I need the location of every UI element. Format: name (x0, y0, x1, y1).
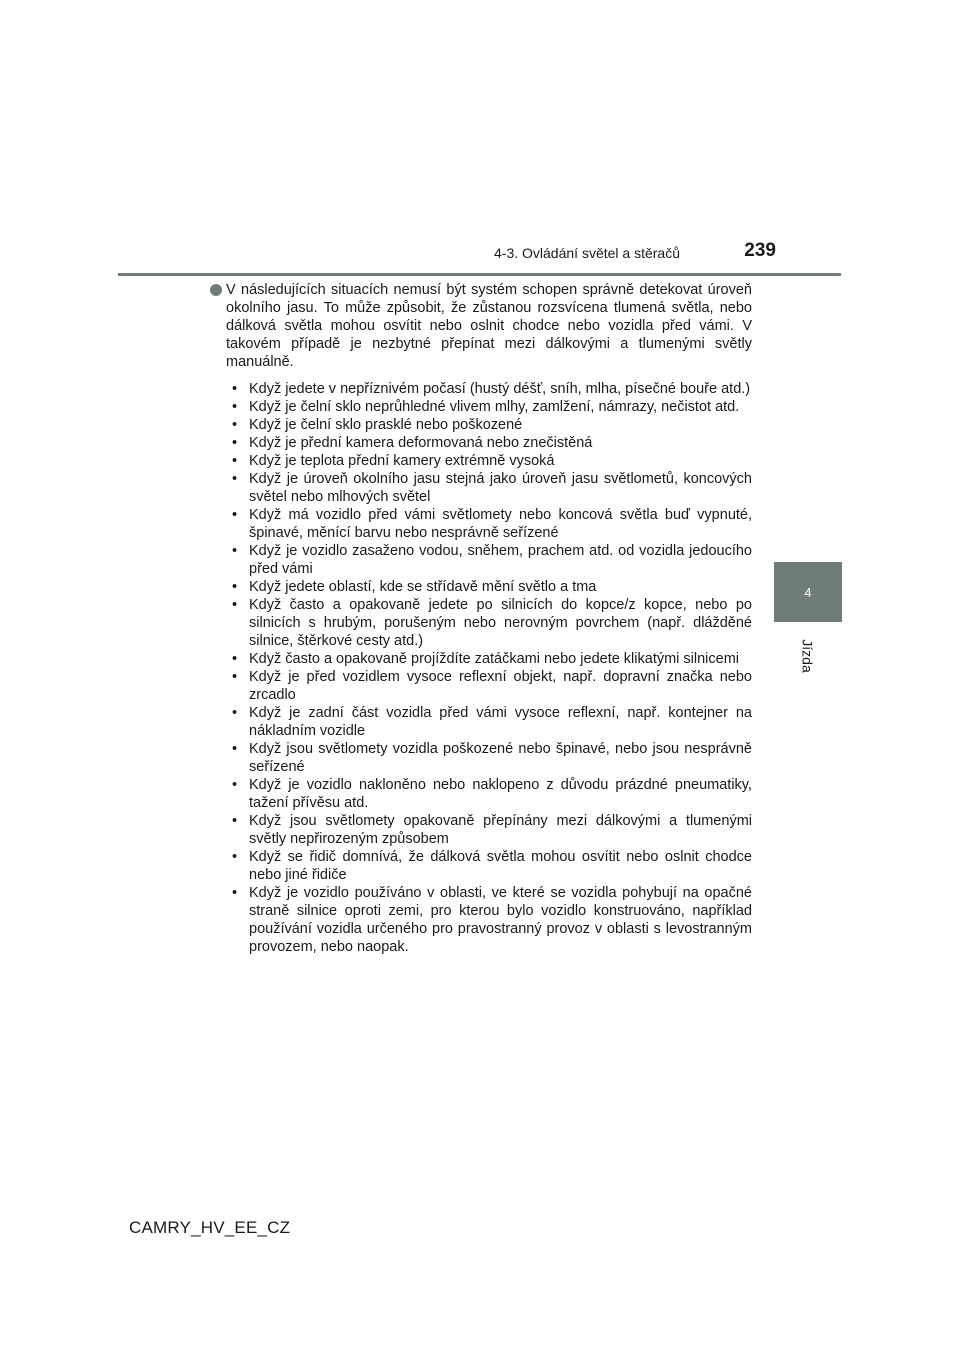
list-bullet-icon: • (232, 507, 238, 523)
list-item (226, 776, 752, 812)
list-item-text: Když jedete v nepříznivém počasí (hustý déšť, sníh, mlha, písečné bouře atd.) (249, 381, 751, 397)
list-bullet-icon: • (232, 543, 238, 559)
list-item-text: Když je vozidlo zasaženo vodou, sněhem, prachem atd. od vozidla jedoucího před vámi (249, 543, 752, 577)
bullet-circle-icon (210, 284, 222, 296)
list-bullet-icon: • (232, 381, 238, 397)
list-bullet-icon: • (232, 399, 238, 415)
list-item (226, 506, 752, 542)
list-bullet-icon: • (232, 777, 238, 793)
list-bullet-icon: • (232, 885, 238, 901)
list-item-text: Když má vozidlo před vámi světlomety nebo koncová světla buď vypnuté, špinavé, měnící barvu nebo nesprávně seřízené (249, 507, 752, 541)
chapter-tab (774, 562, 842, 622)
list-item-text: Když jedete oblastí, kde se střídavě mění světlo a tma (249, 579, 597, 595)
list-bullet-icon: • (232, 849, 238, 865)
chapter-title: Jízda (800, 639, 816, 673)
chapter-label (774, 636, 842, 676)
list-bullet-icon: • (232, 579, 238, 595)
list-item (226, 812, 752, 848)
list-item (226, 398, 752, 416)
list-item (226, 884, 752, 956)
list-bullet-icon: • (232, 669, 238, 685)
list-item (226, 596, 752, 650)
list-bullet-icon: • (232, 741, 238, 757)
list-item (226, 848, 752, 884)
list-item-text: Když často a opakovaně jedete po silnicích do kopce/z kopce, nebo po silnicích s hrubým, porušeným nebo nerovným povrchem (např. dlážděné silnice, štěrkové cesty atd.) (249, 597, 752, 649)
list-item (226, 578, 752, 596)
list-bullet-icon: • (232, 471, 238, 487)
section-title: 4-3. Ovládání světel a stěračů (494, 245, 680, 261)
list-bullet-icon: • (232, 597, 238, 613)
list-item (226, 740, 752, 776)
page-number: 239 (744, 240, 776, 261)
list-bullet-icon: • (232, 453, 238, 469)
main-content (210, 281, 752, 956)
list-item-text: Když se řidič domnívá, že dálková světla mohou osvítit nebo oslnit chodce nebo jiné řidiče (249, 849, 752, 883)
list-item (226, 650, 752, 668)
list-item (226, 542, 752, 578)
list-item-text: Když často a opakovaně projíždíte zatáčkami nebo jedete klikatými silnicemi (249, 651, 740, 667)
list-item-text: Když jsou světlomety vozidla poškozené nebo špinavé, nebo jsou nesprávně seřízené (249, 741, 752, 775)
condition-list (210, 380, 752, 956)
list-item (226, 416, 752, 434)
list-item-text: Když je čelní sklo neprůhledné vlivem mlhy, zamlžení, námrazy, nečistot atd. (249, 399, 740, 415)
list-bullet-icon: • (232, 417, 238, 433)
list-item-text: Když je vozidlo používáno v oblasti, ve které se vozidla pohybují na opačné straně silnice oproti zemi, pro kterou bylo vozidlo konstruováno, například používání vozidla určeného pro pravostranný provoz v oblasti s levostranným provozem, nebo naopak. (249, 885, 752, 955)
list-bullet-icon: • (232, 651, 238, 667)
list-item-text: Když je před vozidlem vysoce reflexní objekt, např. dopravní značka nebo zrcadlo (249, 669, 752, 703)
list-item-text: Když je zadní část vozidla před vámi vysoce reflexní, např. kontejner na nákladním vozidle (249, 705, 752, 739)
list-item (226, 452, 752, 470)
header-divider (118, 273, 841, 276)
list-item-text: Když je teplota přední kamery extrémně vysoká (249, 453, 555, 469)
list-item (226, 668, 752, 704)
list-bullet-icon: • (232, 435, 238, 451)
list-item-text: Když je čelní sklo prasklé nebo poškozené (249, 417, 523, 433)
list-item-text: Když je úroveň okolního jasu stejná jako úroveň jasu světlometů, koncových světel nebo mlhových světel (249, 471, 752, 505)
list-item-text: Když jsou světlomety opakovaně přepínány mezi dálkovými a tlumenými světly nepřirozeným způsobem (249, 813, 752, 847)
list-bullet-icon: • (232, 705, 238, 721)
list-item (226, 380, 752, 398)
list-bullet-icon: • (232, 813, 238, 829)
list-item (226, 434, 752, 452)
document-code: CAMRY_HV_EE_CZ (129, 1218, 291, 1237)
list-item (226, 704, 752, 740)
intro-paragraph (210, 281, 752, 371)
list-item (226, 470, 752, 506)
chapter-number: 4 (804, 584, 812, 600)
list-item-text: Když je vozidlo nakloněno nebo naklopeno z důvodu prázdné pneumatiky, tažení přívěsu atd. (249, 777, 752, 811)
intro-text: V následujících situacích nemusí být systém schopen správně detekovat úroveň okolního jasu. To může způsobit, že zůstanou rozsvícena tlumená světla, nebo dálková světla mohou osvítit nebo oslnit chodce nebo vozidla před vámi. V takovém případě je nezbytné přepínat mezi dálkovými a tlumenými světly manuálně. (226, 282, 752, 370)
list-item-text: Když je přední kamera deformovaná nebo znečistěná (249, 435, 593, 451)
